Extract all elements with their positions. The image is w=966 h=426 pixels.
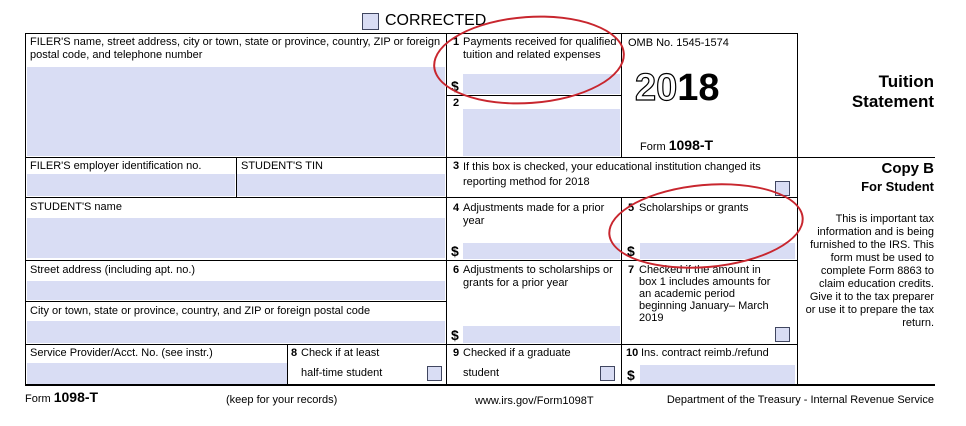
box4-amount-field[interactable] bbox=[463, 243, 620, 259]
box4-dollar: $ bbox=[451, 243, 459, 259]
street-address-field[interactable] bbox=[27, 281, 445, 300]
student-name-label: STUDENT'S name bbox=[30, 201, 122, 213]
footer-form-number: 1098-T bbox=[53, 389, 99, 405]
box6-number: 6 bbox=[453, 264, 460, 276]
filer-ein-label: FILER'S employer identification no. bbox=[30, 160, 202, 172]
filer-ein-field[interactable] bbox=[27, 174, 235, 196]
footer-keep-note: (keep for your records) bbox=[226, 394, 338, 406]
footer-form-prefix: Form bbox=[25, 393, 51, 405]
student-tin-label: STUDENT'S TIN bbox=[241, 160, 323, 172]
omb-number: OMB No. 1545-1574 bbox=[628, 37, 729, 49]
form-top-rule bbox=[25, 33, 797, 34]
street-address-label: Street address (including apt. no.) bbox=[30, 264, 196, 276]
box2-field[interactable] bbox=[463, 109, 620, 156]
box9-number: 9 bbox=[453, 347, 460, 359]
box4-number: 4 bbox=[453, 202, 460, 214]
form-prefix: Form bbox=[640, 141, 666, 153]
form-bottom-rule bbox=[25, 384, 935, 386]
box5-dollar: $ bbox=[627, 243, 635, 259]
box6-label: Adjustments to scholarships or grants for a prior year bbox=[463, 264, 613, 289]
box5-number: 5 bbox=[628, 202, 635, 214]
copy-notice: This is important tax information and is being furnished to the IRS. This form must be used to complete Form 8863 to claim education credits. Give it to the tax preparer or use it to prepare the tax return. bbox=[805, 213, 934, 329]
tax-year bbox=[635, 68, 720, 108]
left-border bbox=[25, 33, 26, 385]
tax-year-outline: 20 bbox=[635, 67, 678, 109]
box3-number: 3 bbox=[453, 160, 460, 172]
box7-number: 7 bbox=[628, 264, 635, 276]
footer-form-name bbox=[25, 390, 98, 406]
filer-name-field[interactable] bbox=[27, 67, 445, 156]
box5-label: Scholarships or grants bbox=[639, 202, 749, 214]
box10-number: 10 bbox=[626, 347, 639, 359]
footer-url: www.irs.gov/Form1098T bbox=[475, 395, 594, 407]
corrected-checkbox[interactable] bbox=[362, 13, 379, 30]
copy-for-label: For Student bbox=[861, 179, 934, 194]
street-city-rule bbox=[25, 301, 446, 302]
box8-label-line2: half-time student bbox=[301, 367, 383, 379]
box2-number: 2 bbox=[453, 97, 460, 109]
box6-dollar: $ bbox=[451, 327, 459, 343]
footer-department: Department of the Treasury - Internal Revenue Service bbox=[666, 394, 934, 406]
box1-label: Payments received for qualified tuition and related expenses bbox=[463, 36, 617, 61]
box1-dollar: $ bbox=[451, 78, 459, 94]
box6-amount-field[interactable] bbox=[463, 326, 620, 343]
city-state-zip-label: City or town, state or province, country, and ZIP or foreign postal code bbox=[30, 305, 371, 317]
row-rule-4 bbox=[25, 344, 797, 345]
ein-tin-divider bbox=[236, 157, 237, 197]
form-number: 1098-T bbox=[668, 137, 714, 153]
corrected-label: CORRECTED bbox=[385, 12, 487, 29]
box10-amount-field[interactable] bbox=[640, 365, 795, 384]
city-state-zip-field[interactable] bbox=[27, 321, 445, 343]
box3-label: If this box is checked, your educational institution changed its reporting method for 2018 bbox=[463, 161, 761, 188]
box7-label: Checked if the amount in box 1 includes amounts for an academic period beginning January– March 2019 bbox=[639, 264, 771, 324]
form-name-header bbox=[640, 138, 713, 154]
box8-checkbox[interactable] bbox=[427, 366, 442, 381]
box8-label-line1: Check if at least bbox=[301, 347, 380, 359]
box9-label-line1: Checked if a graduate bbox=[463, 347, 571, 359]
service-provider-field[interactable] bbox=[27, 363, 287, 384]
form-title-line1: Tuition bbox=[878, 72, 934, 91]
box9-label-line2: student bbox=[463, 367, 500, 379]
box4-label: Adjustments made for a prior year bbox=[463, 202, 605, 227]
box8-number: 8 bbox=[291, 347, 298, 359]
student-tin-field[interactable] bbox=[237, 174, 445, 196]
box10-label: Ins. contract reimb./refund bbox=[641, 347, 769, 359]
form-title-line2: Statement bbox=[851, 92, 934, 111]
box1-number: 1 bbox=[453, 36, 460, 48]
box7-checkbox[interactable] bbox=[775, 327, 790, 342]
student-name-field[interactable] bbox=[27, 218, 445, 258]
service-provider-label: Service Provider/Acct. No. (see instr.) bbox=[30, 347, 213, 359]
filer-name-label: FILER'S name, street address, city or town, state or province, country, ZIP or foreign postal code, and telephone number bbox=[30, 36, 441, 61]
tax-year-bold: 18 bbox=[677, 67, 720, 109]
box10-dollar: $ bbox=[627, 367, 635, 383]
box8-divider bbox=[287, 344, 288, 385]
box9-checkbox[interactable] bbox=[600, 366, 615, 381]
copy-label: Copy B bbox=[881, 160, 934, 177]
row-rule-1 bbox=[25, 157, 935, 158]
